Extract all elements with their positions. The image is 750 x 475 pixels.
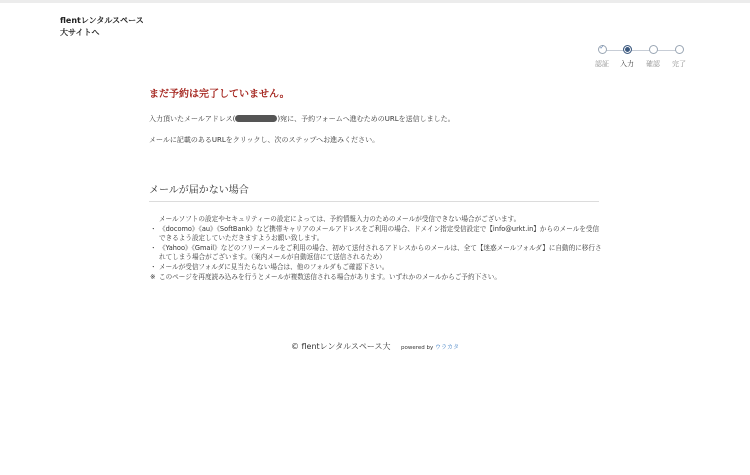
step-input	[616, 45, 638, 69]
bullet: ※	[150, 272, 156, 281]
list-item-text: このページを再度読み込みを行うとメールが複数送信される場合があります。いずれかのメールからご予約下さい。	[159, 272, 501, 281]
step-label: 入力	[620, 60, 634, 68]
redacted-email	[235, 115, 277, 122]
notice-intro: メールソフトの設定やセキュリティーの設定によっては、予約情報入力のためのメールが受信できない場合がございます。	[159, 215, 521, 223]
list-item-text: 《docomo》《au》《SoftBank》など携帯キャリアのメールアドレスをご利用の場合、ドメイン指定受信設定で【info@urkt.in】からのメールを受信できるよう設定していただきますようお願い致します。	[159, 224, 600, 243]
list-item	[149, 263, 604, 273]
notice-items	[149, 225, 604, 283]
active-step-icon	[623, 45, 632, 54]
list-item-text: 《Yahoo》《Gmail》などのフリーメールをご利用の場合、初めて送付されるアドレスからのメールは、全て【迷惑メールフォルダ】に自動的に移行されてしまう場合がございます。（案内メールが自動返信にて送信されるため）	[159, 243, 602, 262]
top-border	[0, 0, 750, 3]
sent-message	[149, 114, 455, 124]
copyright: © flentレンタルスペース大	[290, 342, 391, 351]
bullet: ・	[150, 243, 157, 252]
footer	[0, 341, 750, 352]
powered-by-label: powered by	[401, 345, 434, 351]
instruction-message: メールに記載のあるURLをクリックし、次のステップへお進みください。	[149, 136, 380, 144]
progress-steps	[591, 45, 691, 75]
pending-step-icon	[649, 45, 658, 54]
notice-list	[149, 215, 604, 282]
list-item	[149, 273, 604, 283]
list-item	[149, 244, 604, 263]
step-auth	[591, 45, 613, 69]
sent-message-prefix: 入力頂いたメールアドレス(	[149, 115, 236, 123]
list-item	[149, 225, 604, 244]
bullet: ・	[150, 224, 157, 233]
step-label: 認証	[595, 60, 609, 68]
list-item-text: メールが受信フォルダに見当たらない場合は、他のフォルダもご確認下さい。	[159, 262, 389, 271]
sent-message-suffix: )宛に、予約フォームへ進むためのURLを送信しました。	[277, 115, 455, 123]
step-complete	[668, 45, 690, 69]
section-title: メールが届かない場合	[149, 181, 599, 202]
main-content	[149, 88, 604, 281]
step-confirm	[642, 45, 664, 69]
brand-link[interactable]: ウラカタ	[435, 344, 460, 351]
page-headline: まだ予約は完了していません。	[149, 89, 290, 100]
powered-by	[401, 345, 459, 351]
site-link[interactable]: flentレンタルスペース大サイトへ	[60, 16, 144, 37]
pending-step-icon	[675, 45, 684, 54]
check-icon	[598, 45, 607, 54]
bullet: ・	[150, 262, 157, 271]
step-label: 完了	[672, 60, 686, 68]
step-label: 確認	[646, 60, 660, 68]
